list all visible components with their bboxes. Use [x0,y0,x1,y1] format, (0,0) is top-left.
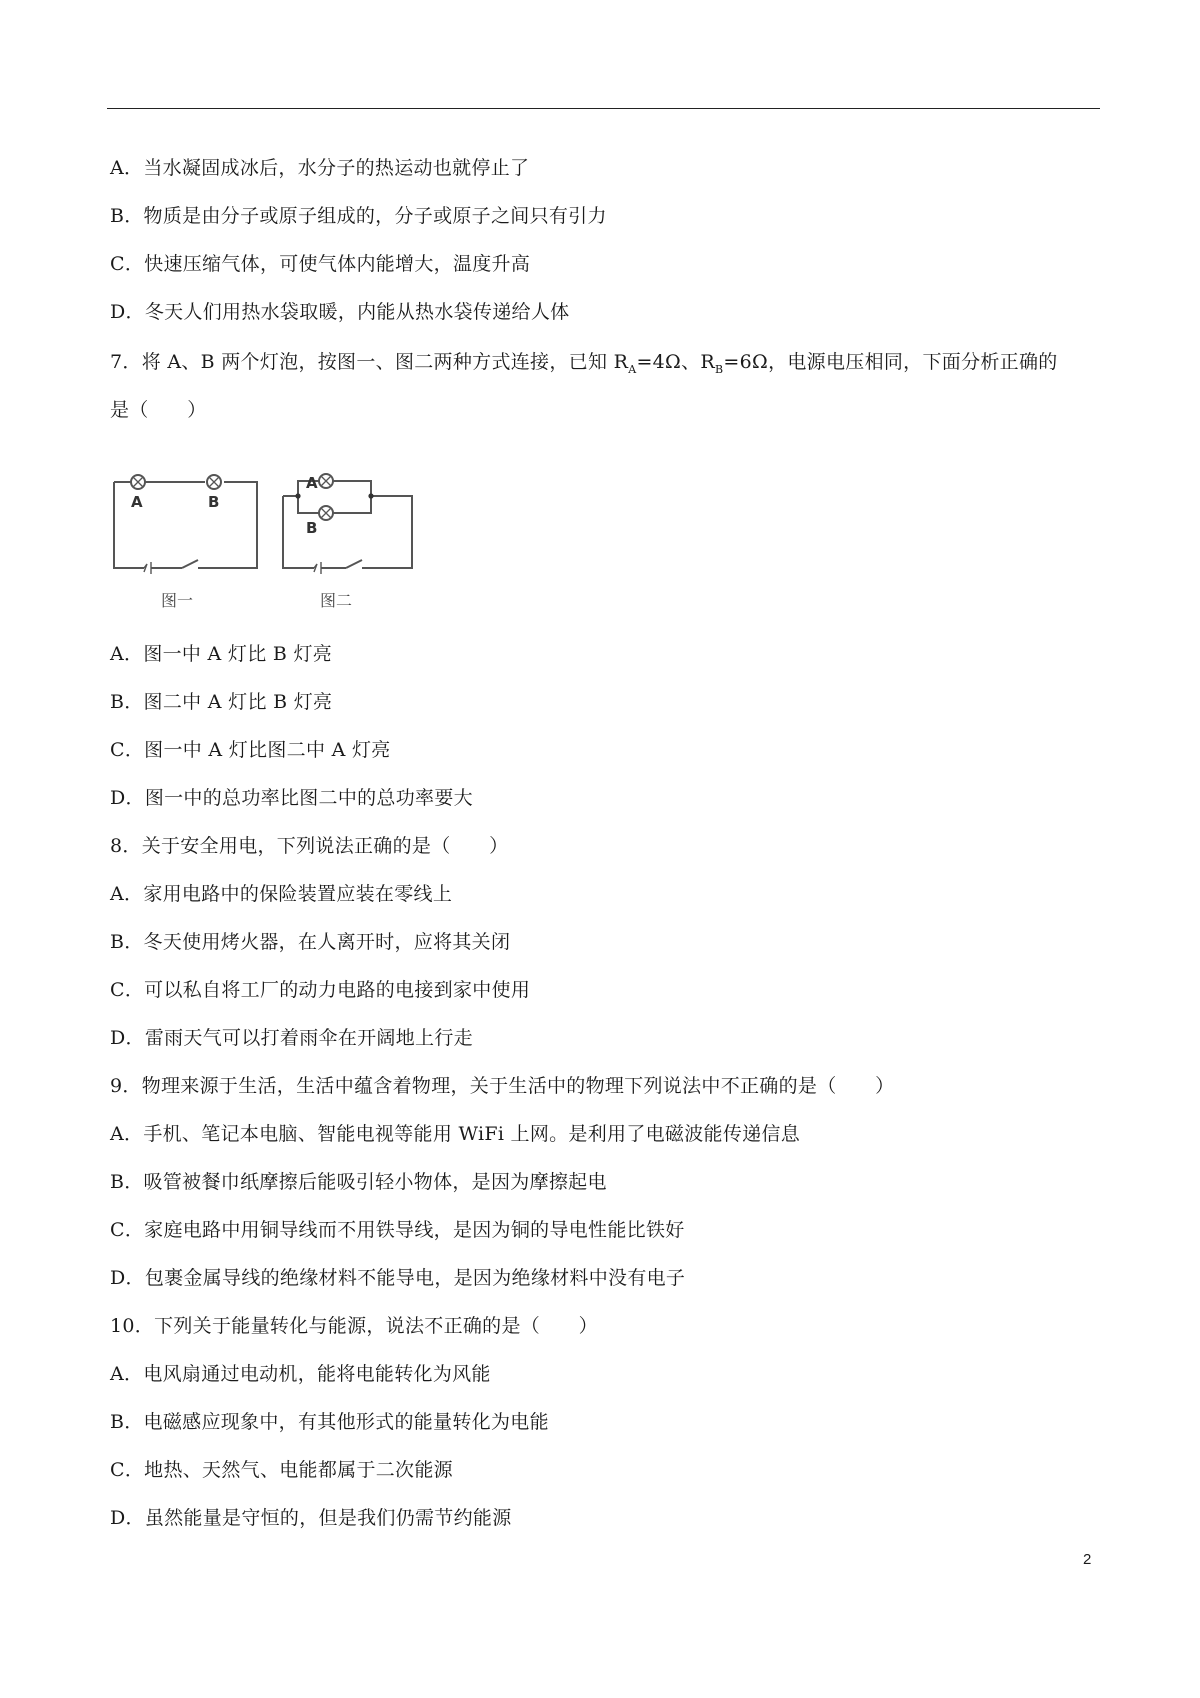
circuit-diagram-figure [100,440,460,620]
lamp-a-label-fig2: A [306,474,318,492]
q8-option-b: B．冬天使用烤火器，在人离开时，应将其关闭 [110,931,511,953]
q10-stem: 10．下列关于能量转化与能源，说法不正确的是（ ） [110,1315,598,1337]
q10-option-b: B．电磁感应现象中，有其他形式的能量转化为电能 [110,1411,549,1433]
fig2-caption: 图二 [320,591,353,610]
q9-option-d: D．包裹金属导线的绝缘材料不能导电，是因为绝缘材料中没有电子 [110,1267,686,1289]
q8-option-c: C．可以私自将工厂的动力电路的电接到家中使用 [110,979,531,1001]
q9-option-b: B．吸管被餐巾纸摩擦后能吸引轻小物体，是因为摩擦起电 [110,1171,607,1193]
q6-option-d: D．冬天人们用热水袋取暖，内能从热水袋传递给人体 [110,301,570,323]
q7-option-d: D．图一中的总功率比图二中的总功率要大 [110,787,473,809]
q7-stem-text-2: =4Ω、R [636,351,716,373]
lamp-b-label-fig2: B [306,519,318,537]
q10-option-c: C．地热、天然气、电能都属于二次能源 [110,1459,453,1481]
q10-option-a: A．电风扇通过电动机，能将电能转化为风能 [110,1363,491,1385]
q7-subscript-a: A [628,362,637,376]
lamp-a-label-fig1: A [131,493,143,511]
q7-subscript-b: B [715,362,724,376]
header-rule [107,108,1100,109]
q9-option-c: C．家庭电路中用铜导线而不用铁导线，是因为铜的导电性能比铁好 [110,1219,685,1241]
q8-option-d: D．雷雨天气可以打着雨伞在开阔地上行走 [110,1027,473,1049]
q7-stem-line2: 是（ ） [110,399,207,421]
q9-stem: 9．物理来源于生活，生活中蕴含着物理，关于生活中的物理下列说法中不正确的是（ ） [110,1075,895,1097]
q7-option-c: C．图一中 A 灯比图二中 A 灯亮 [110,739,391,761]
q7-stem-text-1: 7．将 A、B 两个灯泡，按图一、图二两种方式连接，已知 R [110,351,629,373]
q7-option-a: A．图一中 A 灯比 B 灯亮 [110,643,333,665]
q10-option-d: D．虽然能量是守恒的，但是我们仍需节约能源 [110,1507,512,1529]
page-number: 2 [1083,1551,1092,1568]
lamp-b-label-fig1: B [208,493,220,511]
q7-stem-line1 [110,350,1058,382]
q6-option-b: B．物质是由分子或原子组成的，分子或原子之间只有引力 [110,205,607,227]
q9-option-a: A．手机、笔记本电脑、智能电视等能用 WiFi 上网。是利用了电磁波能传递信息 [110,1123,801,1145]
circuit-fig2 [283,474,412,574]
circuit-fig1 [114,475,257,574]
q7-option-b: B．图二中 A 灯比 B 灯亮 [110,691,333,713]
q6-option-c: C．快速压缩气体，可使气体内能增大，温度升高 [110,253,531,275]
q8-stem: 8．关于安全用电，下列说法正确的是（ ） [110,835,509,857]
q7-stem-text-3: =6Ω，电源电压相同，下面分析正确的 [723,351,1058,373]
q6-option-a: A．当水凝固成冰后，水分子的热运动也就停止了 [110,157,530,179]
fig1-caption: 图一 [161,591,194,610]
q8-option-a: A．家用电路中的保险装置应装在零线上 [110,883,453,905]
